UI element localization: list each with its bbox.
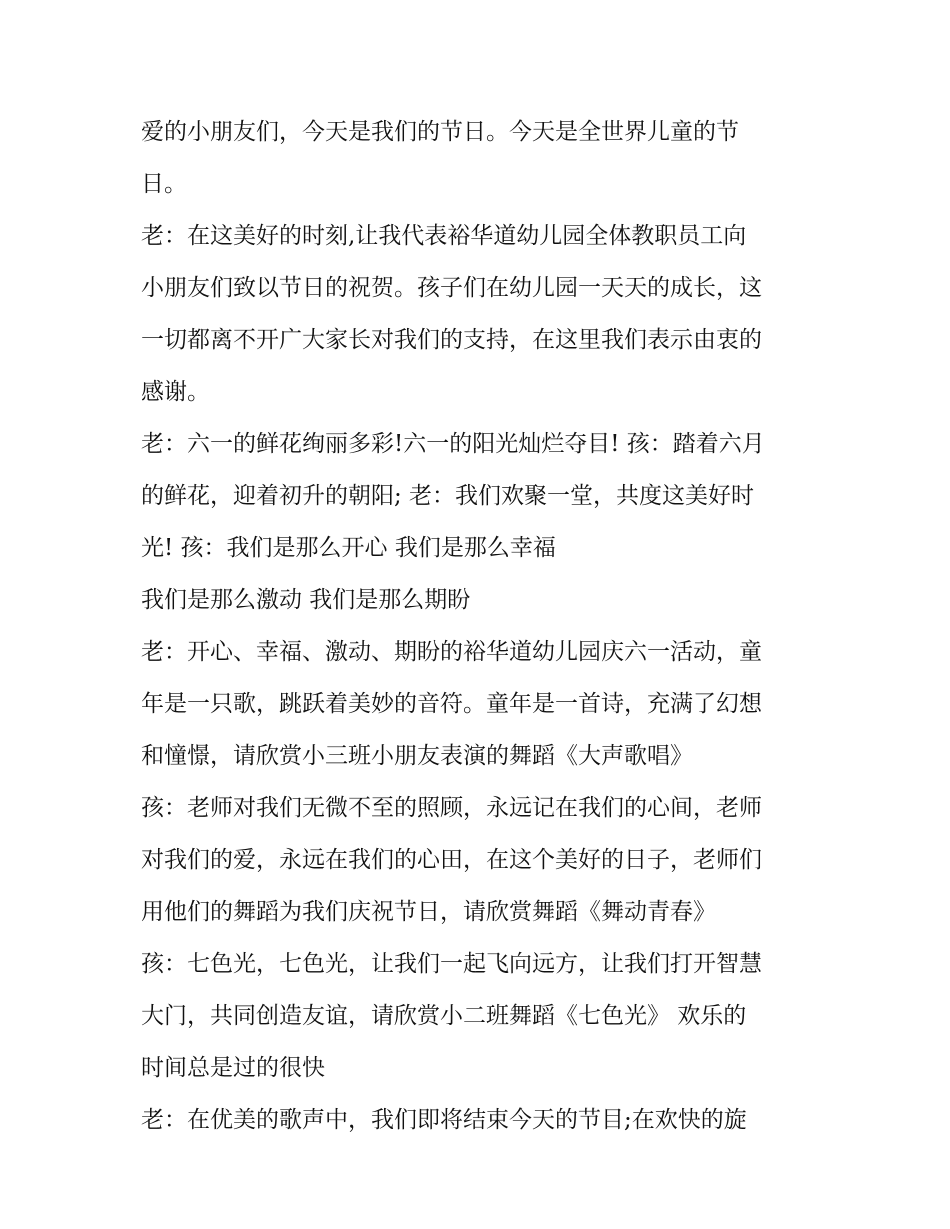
text-line: 孩：老师对我们无微不至的照顾，永远记在我们的心间，老师: [141, 795, 762, 821]
text-line: 大门，共同创造友谊，请欣赏小二班舞蹈《七色光》 欢乐的: [141, 1003, 747, 1029]
text-line: 感谢。: [141, 379, 210, 405]
text-line: 老：在优美的歌声中，我们即将结束今天的节目;在欢快的旋: [141, 1107, 747, 1133]
text-line: 日。: [141, 171, 187, 197]
text-line: 时间总是过的很快: [141, 1055, 325, 1081]
text-line: 用他们的舞蹈为我们庆祝节日，请欣赏舞蹈《舞动青春》: [141, 899, 716, 925]
text-line: 光! 孩：我们是那么开心 我们是那么幸福: [141, 535, 556, 561]
text-line: 和憧憬，请欣赏小三班小朋友表演的舞蹈《大声歌唱》: [141, 743, 693, 769]
text-line: 老：在这美好的时刻,让我代表裕华道幼儿园全体教职员工向: [141, 223, 747, 249]
text-line: 孩：七色光，七色光，让我们一起飞向远方，让我们打开智慧: [141, 951, 762, 977]
text-line: 我们是那么激动 我们是那么期盼: [141, 587, 471, 613]
text-line: 爱的小朋友们，今天是我们的节日。今天是全世界儿童的节: [141, 119, 739, 145]
text-line: 老：开心、幸福、激动、期盼的裕华道幼儿园庆六一活动，童: [141, 639, 762, 665]
text-line: 对我们的爱，永远在我们的心田，在这个美好的日子，老师们: [141, 847, 762, 873]
text-line: 一切都离不开广大家长对我们的支持，在这里我们表示由衷的: [141, 327, 762, 353]
text-line: 老：六一的鲜花绚丽多彩!六一的阳光灿烂夺目! 孩：踏着六月: [141, 431, 765, 457]
text-line: 小朋友们致以节日的祝贺。孩子们在幼儿园一天天的成长，这: [141, 275, 762, 301]
text-line: 年是一只歌，跳跃着美妙的音符。童年是一首诗，充满了幻想: [141, 691, 762, 717]
text-line: 的鲜花，迎着初升的朝阳; 老：我们欢聚一堂，共度这美好时: [141, 483, 755, 509]
